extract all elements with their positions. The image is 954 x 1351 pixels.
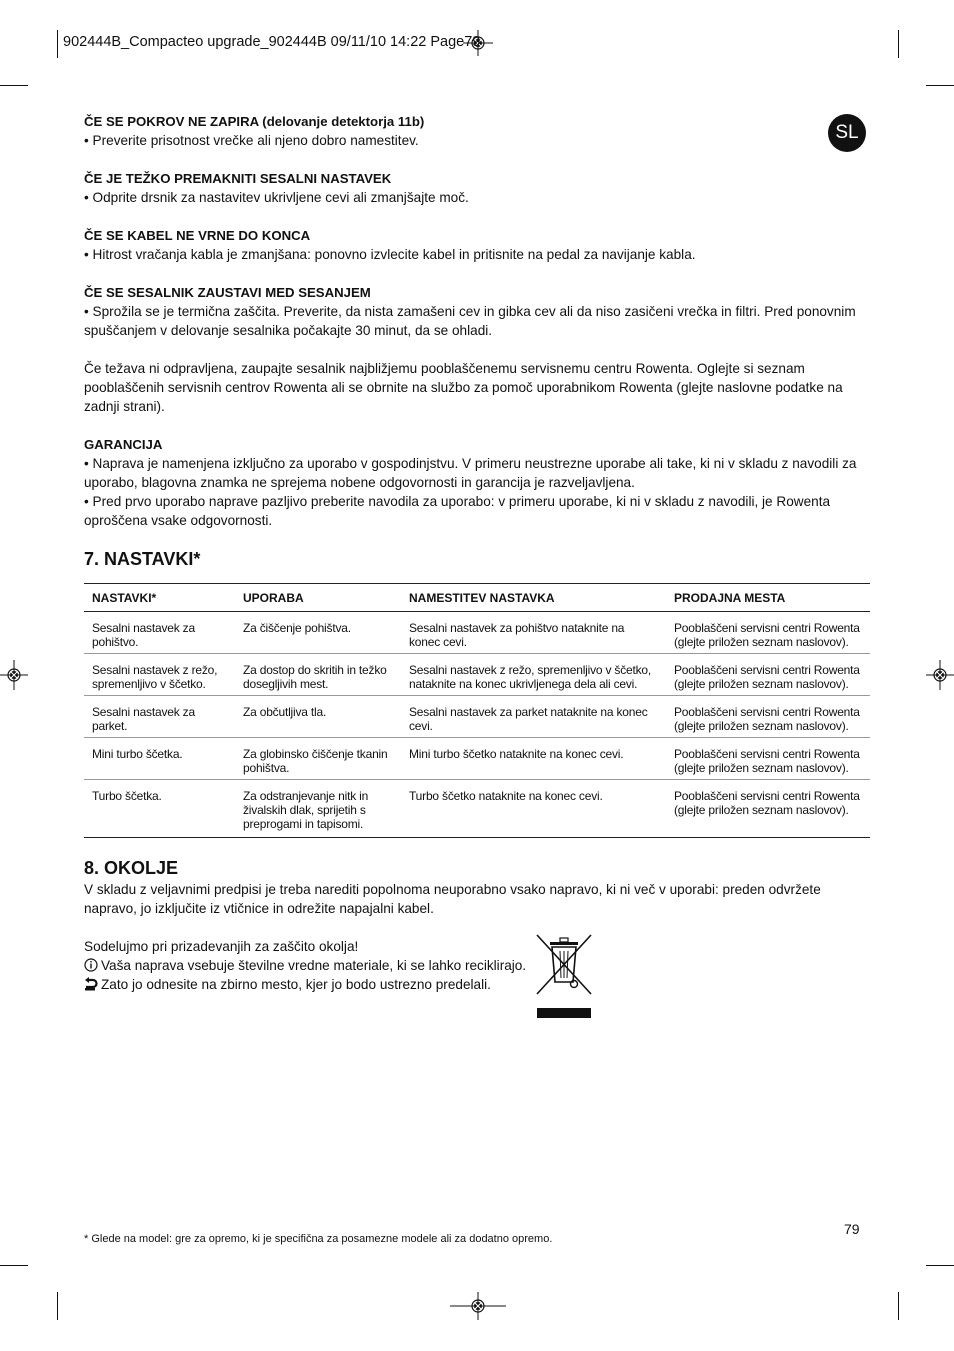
table-cell: Pooblaščeni servisni centri Rowenta (glejte priložen seznam naslovov).	[666, 612, 870, 654]
table-cell: Pooblaščeni servisni centri Rowenta (glejte priložen seznam naslovov).	[674, 789, 860, 817]
column-header: NASTAVKI*	[84, 584, 235, 612]
table-cell: Za odstranjevanje nitk in živalskih dlak, sprijetih s preprogami in tapisomi.	[243, 789, 369, 831]
warranty-title: GARANCIJA	[84, 437, 163, 452]
section-title: ČE SE KABEL NE VRNE DO KONCA	[84, 228, 311, 243]
table-row	[84, 738, 870, 780]
table-row	[84, 696, 870, 738]
table-cell: Za čiščenje pohištva.	[235, 612, 401, 654]
registration-mark-icon	[926, 660, 954, 690]
registration-mark-icon	[0, 660, 28, 690]
crop-mark	[57, 1292, 58, 1320]
table-header-row	[84, 584, 870, 612]
column-header: PRODAJNA MESTA	[666, 584, 870, 612]
crop-mark	[926, 85, 954, 86]
table-cell: Sesalni nastavek za parket.	[84, 696, 235, 738]
table-cell: Mini turbo ščetka.	[84, 738, 235, 780]
column-header: NAMESTITEV NASTAVKA	[401, 584, 666, 612]
section-body: • Hitrost vračanja kabla je zmanjšana: ponovno izvlecite kabel in pritisnite na pedal za navijanje kabla.	[84, 247, 696, 262]
section-title: ČE SE POKROV NE ZAPIRA (delovanje detektorja 11b)	[84, 114, 425, 129]
table-row	[84, 654, 870, 696]
page-number: 79	[844, 1221, 860, 1237]
environment-title: 8. OKOLJE	[84, 858, 179, 878]
environment-line-recyclable	[84, 956, 526, 975]
crop-mark	[898, 1292, 899, 1320]
section-body: • Preverite prisotnost vrečke ali njeno dobro namestitev.	[84, 133, 419, 148]
table-cell: Turbo ščetko nataknite na konec cevi.	[409, 789, 603, 803]
table-cell: Za globinsko čiščenje tkanin pohištva.	[235, 738, 401, 780]
table-cell: Sesalni nastavek za pohištvo nataknite na konec cevi.	[401, 612, 666, 654]
table-cell: Sesalni nastavek za pohištvo.	[84, 612, 235, 654]
table-cell: Mini turbo ščetko nataknite na konec cevi.	[401, 738, 666, 780]
table-row	[84, 612, 870, 654]
environment-notes	[84, 937, 526, 994]
table-cell: Sesalni nastavek za parket nataknite na konec cevi.	[401, 696, 666, 738]
table-cell: Pooblaščeni servisni centri Rowenta (glejte priložen seznam naslovov).	[666, 696, 870, 738]
accessories-title: 7. NASTAVKI*	[84, 549, 201, 569]
crop-mark	[57, 30, 58, 58]
warranty-item: • Naprava je namenjena izključno za uporabo v gospodinjstvu. V primeru neustrezne uporabe ali take, ki ni v skladu z navodili za uporabo, blagovna znamka ne sprejema nobene odgovornosti in garancija je razveljavljena.	[84, 456, 857, 490]
recycle-arrow-icon	[84, 977, 98, 991]
environment-line: Zato jo odnesite na zbirno mesto, kjer jo bodo ustrezno predelali.	[101, 977, 491, 992]
warranty-item: • Pred prvo uporabo naprave pazljivo preberite navodila za uporabo: v primeru uporabe, ki ni v skladu z navodili, je Rowenta oproščena vsake odgovornosti.	[84, 494, 831, 528]
language-badge: SL	[828, 114, 866, 152]
table-cell: Sesalni nastavek z režo, spremenljivo v ščetko.	[84, 654, 235, 696]
environment-intro: V skladu z veljavnimi predpisi je treba narediti popolnoma neuporabno vsako napravo, ki ni več v uporabi: preden odvržete napravo, jo izključite iz vtičnice in odrežite napajalni kabel.	[84, 882, 821, 916]
footnote: * Glede na model: gre za opremo, ki je specifična za posamezne modele ali za dodatno opremo.	[84, 1233, 553, 1245]
section-body: • Odprite drsnik za nastavitev ukrivljene cevi ali zmanjšajte moč.	[84, 190, 469, 205]
section-title: ČE SE SESALNIK ZAUSTAVI MED SESANJEM	[84, 285, 371, 300]
table-cell: Turbo ščetka.	[92, 789, 162, 803]
registration-mark-icon	[450, 1292, 506, 1320]
environment-line-collection	[84, 975, 526, 994]
crop-mark	[926, 1265, 954, 1266]
table-cell: Za občutljiva tla.	[235, 696, 401, 738]
troubleshooting-content	[84, 112, 870, 530]
crossed-out-wheelie-bin-icon	[534, 932, 594, 1020]
table-cell: Pooblaščeni servisni centri Rowenta (glejte priložen seznam naslovov).	[666, 738, 870, 780]
section-title: ČE JE TEŽKO PREMAKNITI SESALNI NASTAVEK	[84, 171, 392, 186]
crop-mark	[898, 30, 899, 58]
info-icon	[84, 958, 98, 972]
table-cell: Za dostop do skritih in težko dosegljivih mest.	[235, 654, 401, 696]
table-row	[84, 780, 870, 838]
accessories-table	[84, 583, 870, 838]
service-note: Če težava ni odpravljena, zaupajte sesalnik najbližjemu pooblaščenemu servisnemu centru Rowenta. Oglejte si seznam pooblaščenih servisnih centrov Rowenta ali se obrnite na službo za pomoč uporabnikom Rowenta (glejte naslovne podatke na zadnji strani).	[84, 361, 843, 414]
section-body: • Sprožila se je termična zaščita. Preverite, da nista zamašeni cev in gibka cev ali da niso zasičeni vrečka in filtri. Pred ponovnim spuščanjem v delovanje sesalnika počakajte 30 minut, da se ohladi.	[84, 304, 856, 338]
print-header: 902444B_Compacteo upgrade_902444B 09/11/10 14:22 Page79	[63, 34, 481, 50]
environment-line: Sodelujmo pri prizadevanjih za zaščito okolja!	[84, 939, 359, 954]
crop-mark	[0, 85, 28, 86]
column-header: UPORABA	[235, 584, 401, 612]
crop-mark	[0, 1265, 28, 1266]
environment-line: Vaša naprava vsebuje številne vredne materiale, ki se lahko reciklirajo.	[101, 958, 527, 973]
table-cell: Pooblaščeni servisni centri Rowenta (glejte priložen seznam naslovov).	[666, 654, 870, 696]
table-cell: Sesalni nastavek z režo, spremenljivo v ščetko, nataknite na konec ukrivljenega dela ali cevi.	[401, 654, 666, 696]
